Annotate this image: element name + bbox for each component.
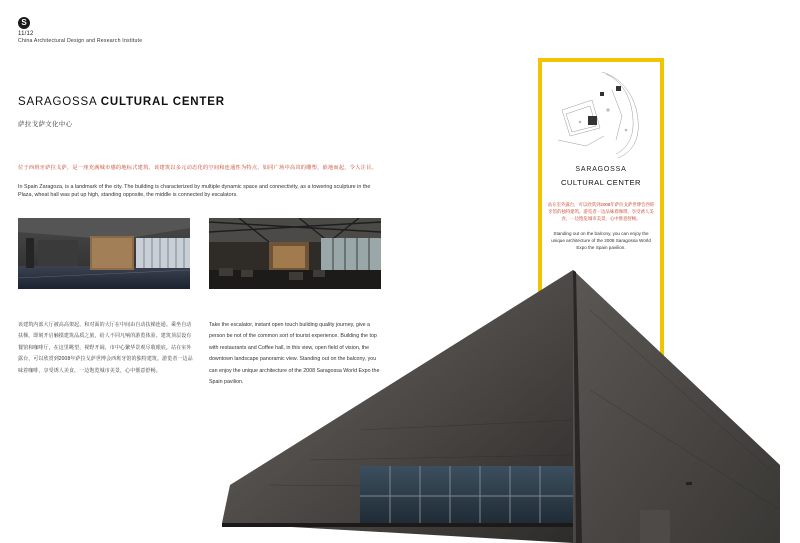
site-plan-drawing	[556, 70, 642, 160]
body-english: Take the escalator, instant open touch building quality journey, give a person be not of the common sort of tourist experience. Building the top with restaurants and Coffee hall, in this view, open field of vision, the downtown landscape panoramic view. Standing out on the balcony, you can enjoy the unique architecture of the 2008 Saragossa World Expo the Spain pavilion.	[209, 322, 380, 386]
card-text-chinese: 站在室外露台，可以欣赏到2008年萨拉戈萨世博会西班牙馆的独特建筑。游览者一边品味着咖啡，享受诱人美食，一边饱览城市美景，心中惬意舒畅。	[547, 202, 655, 221]
body-chinese: 该建筑内部大厅被高高架起，和对面的大厅在中间由自动扶梯连通。乘坐自动扶梯，即刻开启触摸建筑品质之旅，给人不同凡响的游览体验。建筑顶层设有餐馆和咖啡厅，在这里眺望，视野开阔，市中心繁华景观尽收眼底。站在室外露台，可以欣赏到2008年萨拉戈萨世博会西班牙馆的独特建筑。游览者一边品味着咖啡，享受诱人美食，一边饱览城市美景，心中惬意舒畅。	[18, 322, 193, 374]
section-badge: S	[18, 17, 30, 29]
hall-illustration	[18, 218, 190, 289]
page-title	[18, 96, 225, 108]
interior-photo-hall	[18, 218, 190, 289]
card-text-english: Standing out on the balcony, you can enjoy the unique architecture of the 2008 Saragossa World Expo the Spain pavilion.	[551, 231, 651, 250]
title-bold: CULTURAL CENTER	[100, 96, 225, 108]
intro-english: In Spain Zaragoza, is a landmark of the city. The building is characterized by multiple dynamic space and connectivity, as a towering sculpture in the Plaza, wheat hall was put up high, standing opposite, the middle is connected by escalators.	[18, 184, 371, 199]
subtitle-chinese: 萨拉戈萨文化中心	[18, 121, 73, 128]
card-title-line1: SARAGOSSA	[575, 166, 627, 173]
card-title-line2: CULTURAL CENTER	[560, 178, 642, 187]
organization-name: China Architectural Design and Research Institute	[18, 38, 143, 44]
intro-chinese: 位于西班牙萨拉戈萨，是一座充满城市感的地标式建筑。该建筑以多元动态化的空间和连通性为特点，如同广场中高耸的雕塑，嵌地而起，令人注目。	[18, 165, 377, 171]
page-number: 11/12	[18, 31, 34, 37]
title-light: SARAGOSSA	[18, 96, 97, 108]
building-photo	[210, 270, 800, 543]
